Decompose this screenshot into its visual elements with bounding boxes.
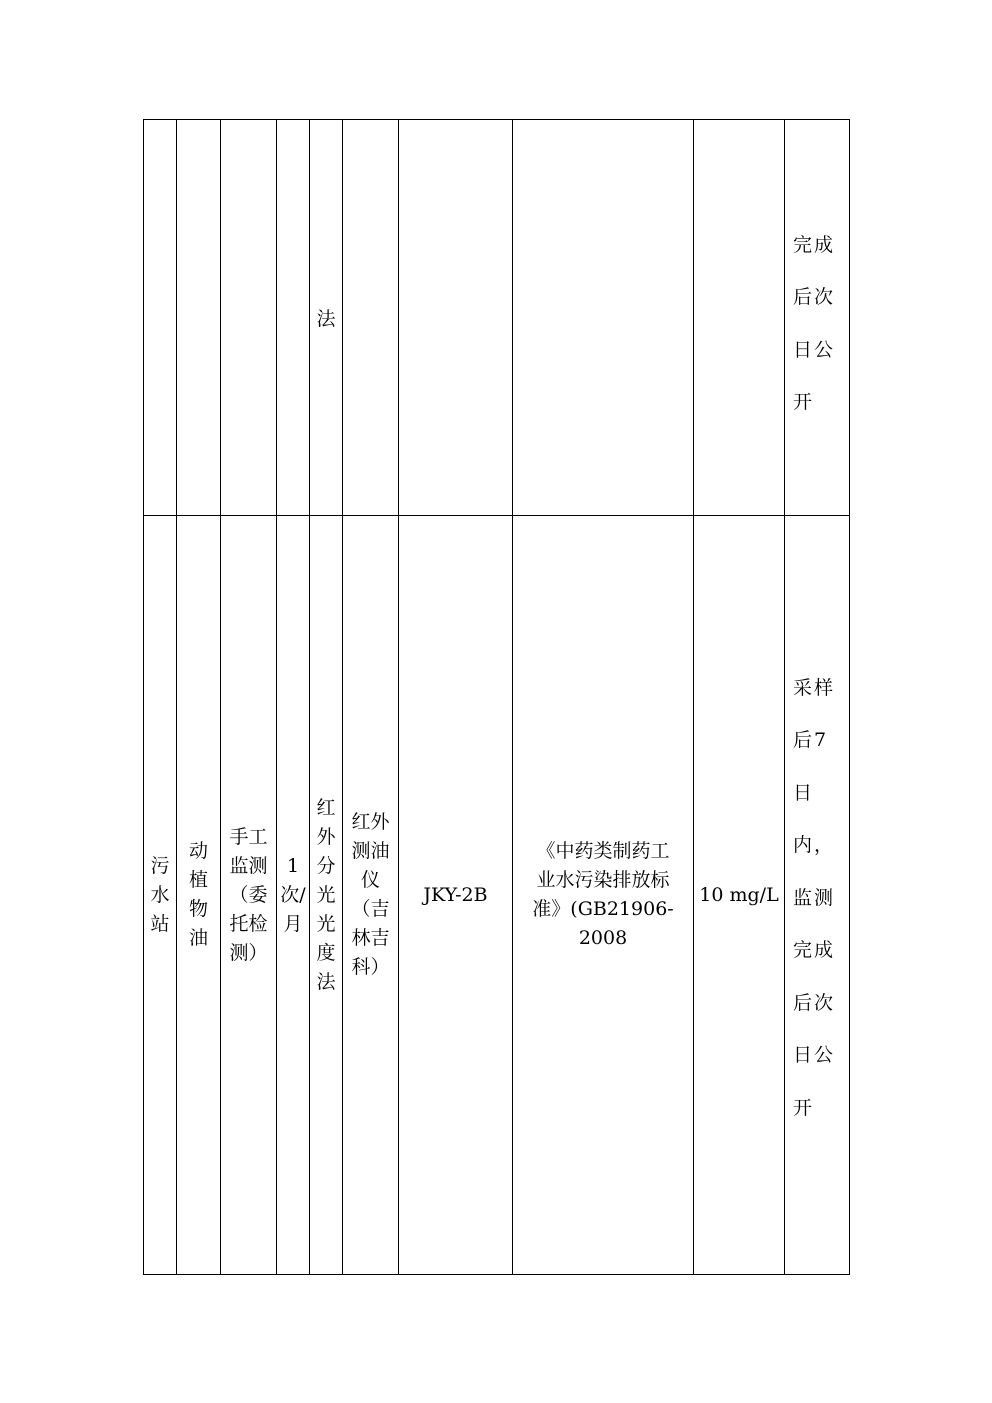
instrument-cell [343, 516, 399, 1275]
model-text: JKY-2B [423, 883, 488, 906]
analysis-method-tail: 法 [316, 308, 336, 330]
monitoring-mode-cell [221, 120, 277, 516]
disclosure-cell [785, 516, 850, 1275]
location-cell [144, 120, 177, 516]
table-row [144, 516, 850, 1275]
frequency-text: 1次/月 [280, 854, 306, 935]
model-cell [399, 120, 513, 516]
monitoring-mode-cell [221, 516, 277, 1275]
limit-cell [694, 516, 785, 1275]
limit-cell [694, 120, 785, 516]
location-cell [144, 516, 177, 1275]
instrument-text: 红外测油仪（吉林吉科） [351, 811, 390, 978]
pollutant-text: 动植物油 [188, 840, 208, 949]
disclosure-tail: 完成后次日公开 [793, 233, 836, 413]
frequency-cell [277, 120, 310, 516]
limit-text: 10 mg/L [699, 883, 779, 906]
monitoring-table [143, 119, 850, 1275]
standard-cell [513, 120, 694, 516]
location-text: 污水站 [150, 854, 170, 935]
model-cell [399, 516, 513, 1275]
instrument-cell [343, 120, 399, 516]
frequency-cell [277, 516, 310, 1275]
analysis-method-cell [310, 516, 343, 1275]
pollutant-cell [177, 516, 221, 1275]
table-row [144, 120, 850, 516]
pollutant-cell [177, 120, 221, 516]
analysis-method-cell [310, 120, 343, 516]
standard-text: 《中药类制药工业水污染排放标准》(GB21906-2008 [532, 840, 674, 949]
standard-cell [513, 516, 694, 1275]
monitoring-mode-text: 手工监测（委托检测） [229, 825, 268, 964]
disclosure-text: 采样后7日内，监测完成后次日公开 [793, 676, 836, 1119]
disclosure-cell [785, 120, 850, 516]
analysis-method-text: 红外分光光度法 [316, 796, 336, 993]
